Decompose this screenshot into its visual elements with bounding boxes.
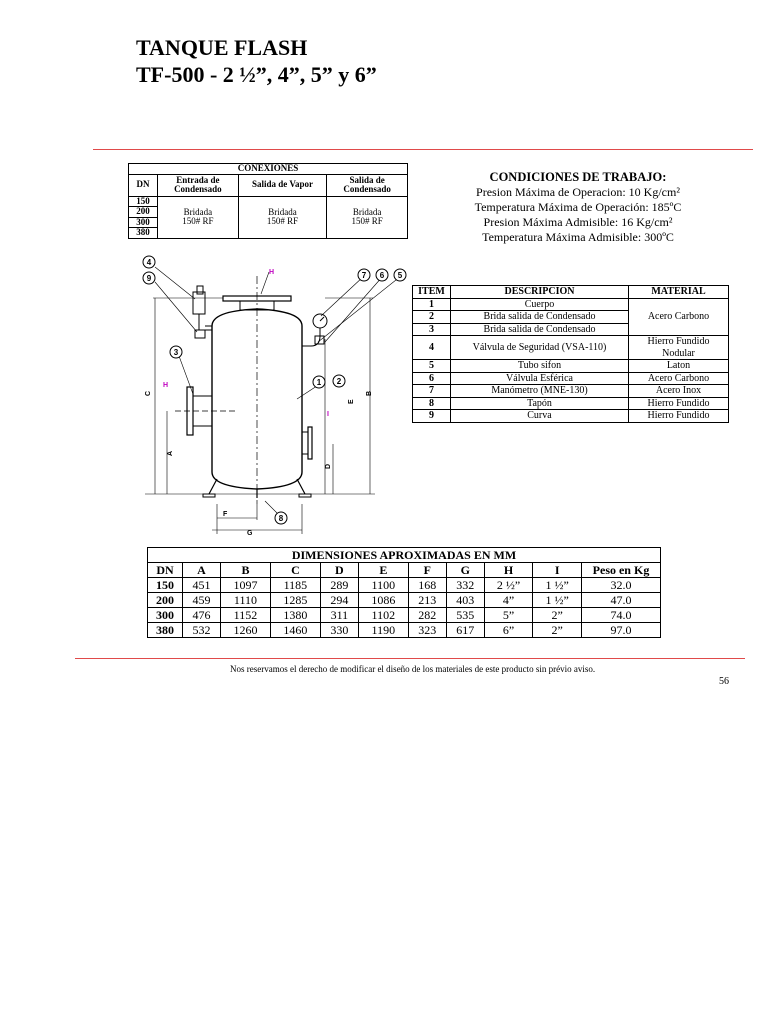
dimensions-cell: 2” [533, 623, 582, 638]
dimensions-cell: 282 [408, 608, 446, 623]
dim-letter-e: E [348, 399, 355, 404]
svg-text:4: 4 [146, 258, 152, 267]
dimensions-cell: 532 [183, 623, 221, 638]
dim-letter-a: A [167, 450, 174, 456]
condition-line: Temperatura Máxima Admisible: 300ºC [482, 230, 674, 244]
dimensions-header: C [270, 563, 320, 578]
parts-item: 4 [413, 336, 451, 360]
connections-value-salida: Bridada 150# RF [327, 196, 408, 238]
svg-text:7: 7 [361, 271, 367, 280]
condition-line: Presion Máxima Admisible: 16 Kg/cm² [483, 215, 673, 229]
svg-text:3: 3 [173, 348, 179, 357]
dimensions-header: I [533, 563, 582, 578]
parts-description: Cuerpo [451, 298, 629, 311]
dimensions-cell: 5” [484, 608, 533, 623]
dimensions-header-row [148, 563, 661, 578]
connections-header-vapor: Salida de Vapor [238, 174, 327, 196]
working-conditions [448, 170, 708, 245]
callout-8 [275, 512, 287, 524]
callout-6 [376, 269, 388, 281]
dimensions-caption: DIMENSIONES APROXIMADAS EN MM [148, 548, 661, 563]
dimensions-cell: 1152 [220, 608, 270, 623]
dimensions-cell: 476 [183, 608, 221, 623]
parts-header-item: ITEM [413, 286, 451, 299]
dimensions-cell: 1097 [220, 578, 270, 593]
dimensions-header: E [358, 563, 408, 578]
parts-table [412, 285, 729, 423]
dimensions-cell: 1102 [358, 608, 408, 623]
dimensions-header: Peso en Kg [582, 563, 661, 578]
dimensions-cell: 168 [408, 578, 446, 593]
dimensions-cell: 213 [408, 593, 446, 608]
parts-description: Tubo sifon [451, 360, 629, 373]
dimensions-cell: 1 ½” [533, 578, 582, 593]
top-divider [93, 149, 753, 150]
parts-item: 3 [413, 323, 451, 336]
parts-item: 9 [413, 410, 451, 423]
dimensions-cell: 2” [533, 608, 582, 623]
conditions-title: CONDICIONES DE TRABAJO: [489, 170, 667, 184]
parts-material: Hierro Fundido [629, 397, 729, 410]
svg-text:6: 6 [379, 271, 385, 280]
dimensions-cell: 1285 [270, 593, 320, 608]
parts-item: 7 [413, 385, 451, 398]
parts-material: Acero Carbono [629, 298, 729, 336]
dim-letter-g: G [247, 530, 253, 536]
dimensions-cell: 4” [484, 593, 533, 608]
table-row [148, 623, 661, 638]
dimensions-cell: 1380 [270, 608, 320, 623]
connections-dn-380: 380 [129, 228, 158, 239]
dimensions-header: G [446, 563, 484, 578]
document-title [136, 34, 377, 88]
callout-5 [394, 269, 406, 281]
parts-description: Brida salida de Condensado [451, 323, 629, 336]
parts-description: Manómetro (MNE-130) [451, 385, 629, 398]
dimensions-cell: 1 ½” [533, 593, 582, 608]
dim-letter-f: F [223, 511, 228, 518]
parts-material: Acero Inox [629, 385, 729, 398]
connections-dn-150: 150 [129, 196, 158, 207]
parts-description: Tapón [451, 397, 629, 410]
parts-description: Brida salida de Condensado [451, 311, 629, 324]
parts-item: 2 [413, 311, 451, 324]
dimensions-cell: 1110 [220, 593, 270, 608]
dimensions-cell: 330 [320, 623, 358, 638]
callout-7 [358, 269, 370, 281]
table-row [148, 608, 661, 623]
dimensions-cell: 380 [148, 623, 183, 638]
dimensions-cell: 1460 [270, 623, 320, 638]
connections-dn-300: 300 [129, 217, 158, 228]
parts-material: Hierro Fundido Nodular [629, 336, 729, 360]
dimensions-header: F [408, 563, 446, 578]
dimensions-cell: 617 [446, 623, 484, 638]
dimensions-cell: 47.0 [582, 593, 661, 608]
page-number: 56 [719, 676, 729, 687]
flash-tank-drawing [135, 254, 410, 536]
callout-2 [333, 375, 345, 387]
dimensions-cell: 535 [446, 608, 484, 623]
dimensions-cell: 1190 [358, 623, 408, 638]
dimensions-header: D [320, 563, 358, 578]
dim-letter-h-left: H [163, 382, 169, 389]
safety-valve [193, 292, 205, 314]
dimensions-cell: 289 [320, 578, 358, 593]
parts-description: Válvula Esférica [451, 372, 629, 385]
parts-material: Acero Carbono [629, 372, 729, 385]
parts-material: Laton [629, 360, 729, 373]
dim-letter-d: D [325, 463, 332, 469]
dimensions-cell: 1100 [358, 578, 408, 593]
dimensions-cell: 150 [148, 578, 183, 593]
dimensions-cell: 1260 [220, 623, 270, 638]
svg-text:2: 2 [336, 377, 342, 386]
parts-header-material: MATERIAL [629, 286, 729, 299]
table-row [148, 593, 661, 608]
dimensions-header: B [220, 563, 270, 578]
svg-text:9: 9 [146, 274, 152, 283]
connections-value-entrada: Bridada 150# RF [158, 196, 239, 238]
parts-description: Válvula de Seguridad (VSA-110) [451, 336, 629, 360]
table-row [148, 578, 661, 593]
callout-1 [313, 376, 325, 388]
parts-item: 5 [413, 360, 451, 373]
dim-letter-b: B [366, 390, 373, 396]
dimensions-cell: 200 [148, 593, 183, 608]
svg-text:1: 1 [316, 378, 322, 387]
title-line-2: TF-500 - 2 ½”, 4”, 5” y 6” [136, 62, 377, 87]
svg-text:8: 8 [278, 514, 284, 523]
condition-line: Presion Máxima de Operacion: 10 Kg/cm² [476, 185, 680, 199]
connections-header-entrada: Entrada de Condensado [158, 174, 239, 196]
disclaimer-footer: Nos reservamos el derecho de modificar el diseño de los materiales de este producto sin prévio aviso. [230, 664, 596, 674]
dimensions-cell: 323 [408, 623, 446, 638]
dimensions-cell: 403 [446, 593, 484, 608]
condition-line: Temperatura Máxima de Operación: 185ºC [474, 200, 682, 214]
dimensions-cell: 2 ½” [484, 578, 533, 593]
dimensions-cell: 1086 [358, 593, 408, 608]
connections-caption: CONEXIONES [129, 164, 408, 175]
dimensions-header: DN [148, 563, 183, 578]
dim-letter-i: I [327, 411, 329, 418]
dimensions-cell: 1185 [270, 578, 320, 593]
svg-text:5: 5 [397, 271, 403, 280]
connections-value-vapor: Bridada 150# RF [238, 196, 327, 238]
connections-table [128, 163, 408, 239]
parts-header-description: DESCRIPCION [451, 286, 629, 299]
dimensions-cell: 311 [320, 608, 358, 623]
dimensions-cell: 294 [320, 593, 358, 608]
dimensions-cell: 451 [183, 578, 221, 593]
dimensions-cell: 6” [484, 623, 533, 638]
connections-header-salida: Salida de Condensado [327, 174, 408, 196]
dimensions-cell: 332 [446, 578, 484, 593]
callout-4 [143, 256, 155, 268]
dimensions-cell: 97.0 [582, 623, 661, 638]
dimensions-header: A [183, 563, 221, 578]
title-line-1: TANQUE FLASH [136, 35, 308, 60]
bottom-divider [75, 658, 745, 659]
parts-item: 1 [413, 298, 451, 311]
dimensions-cell: 459 [183, 593, 221, 608]
right-flange [302, 432, 308, 454]
parts-item: 8 [413, 397, 451, 410]
dimensions-cell: 300 [148, 608, 183, 623]
dim-letter-c: C [145, 390, 152, 396]
dim-letter-h-top: H [269, 269, 275, 276]
parts-description: Curva [451, 410, 629, 423]
dimensions-cell: 74.0 [582, 608, 661, 623]
callout-3 [170, 346, 182, 358]
parts-item: 6 [413, 372, 451, 385]
connections-header-dn: DN [129, 174, 158, 196]
connections-dn-200: 200 [129, 207, 158, 218]
dimensions-header: H [484, 563, 533, 578]
parts-material: Hierro Fundido [629, 410, 729, 423]
dimensions-table [147, 547, 661, 638]
dimensions-cell: 32.0 [582, 578, 661, 593]
callout-9 [143, 272, 155, 284]
